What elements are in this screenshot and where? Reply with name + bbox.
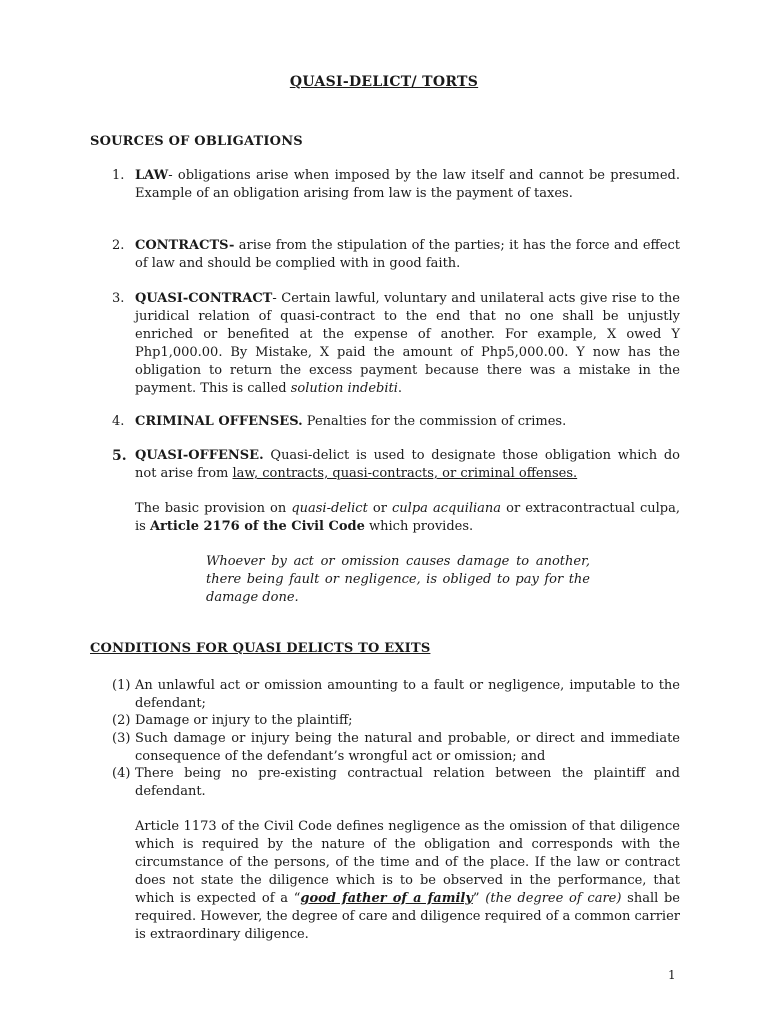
conditions-heading: CONDITIONS FOR QUASI DELICTS TO EXITS xyxy=(90,641,431,656)
italic-term: quasi-delict xyxy=(291,501,368,516)
page-number: 1 xyxy=(668,968,676,982)
list-number: 1. xyxy=(112,168,125,183)
list-item xyxy=(112,290,680,398)
item-term: CRIMINAL OFFENSES. xyxy=(135,414,303,429)
condition-text: Damage or injury to the plaintiff; xyxy=(135,713,353,728)
condition-item xyxy=(112,712,680,730)
condition-text: There being no pre-existing contractual relation between the plaintiff and defendant. xyxy=(135,766,680,799)
list-item xyxy=(112,447,680,483)
item-term: CONTRACTS- xyxy=(135,238,235,253)
basic-provision-paragraph xyxy=(135,500,680,536)
document-title: QUASI-DELICT/ TORTS xyxy=(289,74,479,90)
list-number: 4. xyxy=(112,414,125,429)
item-text: - obligations arise when imposed by the law itself and cannot be presumed. Example of an obligation arising from law is the payment of taxes. xyxy=(135,168,680,201)
list-item xyxy=(112,413,680,431)
item-term: QUASI-OFFENSE. xyxy=(135,448,264,463)
item-term: QUASI-CONTRACT xyxy=(135,291,273,306)
condition-number: (4) xyxy=(112,766,131,781)
italic-term: culpa acquiliana xyxy=(392,501,502,516)
list-number: 3. xyxy=(112,291,125,306)
item-italic-term: solution indebiti xyxy=(290,381,398,396)
italic-term: (the degree of care) xyxy=(485,891,622,906)
item-end: . xyxy=(397,381,403,396)
text-run: ” xyxy=(472,891,486,906)
condition-item xyxy=(112,677,680,713)
condition-number: (1) xyxy=(112,678,131,693)
text-run: which provides. xyxy=(364,519,474,534)
list-number: 5. xyxy=(112,448,127,464)
item-text: Penalties for the commission of crimes. xyxy=(302,414,567,429)
text-run: shall be required. However, the degree of care and diligence required of a common carrier is extraordinary diligence. xyxy=(135,891,681,942)
list-item xyxy=(112,167,680,203)
text-run: Article 1173 of the Civil Code defines negligence as the omission of that diligence which is required by the nature of the obligation and corresponds with the circumstance of the persons, of the time and of the place. If the law or contract does not state the diligence which is to be observed in the performance, that which is expected of a “ xyxy=(135,819,680,906)
condition-number: (3) xyxy=(112,731,131,746)
text-run: or xyxy=(367,501,393,516)
negligence-paragraph xyxy=(135,818,680,944)
item-text: - Certain lawful, voluntary and unilateral acts give rise to the juridical relation of quasi-contract to the end that no one shall be unjustly enriched or benefited at the expense of another. For example, X owed Y Php1,000.00. By Mistake, X paid the amount of Php5,000.00. Y now has the obligation to return the excess payment because there was a mistake in the payment. This is called xyxy=(135,291,680,396)
item-text: Quasi-delict is used to designate those obligation which do not arise from xyxy=(135,448,680,481)
emphasized-term: good father of a family xyxy=(300,891,473,906)
text-run: or extracontractual culpa, is xyxy=(135,501,680,534)
list-item xyxy=(112,237,680,273)
item-text: arise from the stipulation of the parties; it has the force and effect of law and should be complied with in good faith. xyxy=(135,238,680,271)
text-run: The basic provision on xyxy=(135,501,292,516)
condition-text: Such damage or injury being the natural and probable, or direct and immediate consequence of the defendant’s wrongful act or omission; and xyxy=(135,731,680,764)
item-term: LAW xyxy=(135,168,169,183)
sources-heading: SOURCES OF OBLIGATIONS xyxy=(90,134,303,149)
condition-item xyxy=(112,730,680,766)
article-reference: Article 2176 of the Civil Code xyxy=(149,519,365,534)
article-quote: Whoever by act or omission causes damage to another, there being fault or negligence, is obliged to pay for the damage done. xyxy=(206,554,590,605)
condition-text: An unlawful act or omission amounting to a fault or negligence, imputable to the defendant; xyxy=(135,678,680,711)
condition-item xyxy=(112,765,680,801)
condition-number: (2) xyxy=(112,713,131,728)
item-underlined-text: law, contracts, quasi-contracts, or criminal offenses. xyxy=(232,466,578,481)
list-number: 2. xyxy=(112,238,125,253)
